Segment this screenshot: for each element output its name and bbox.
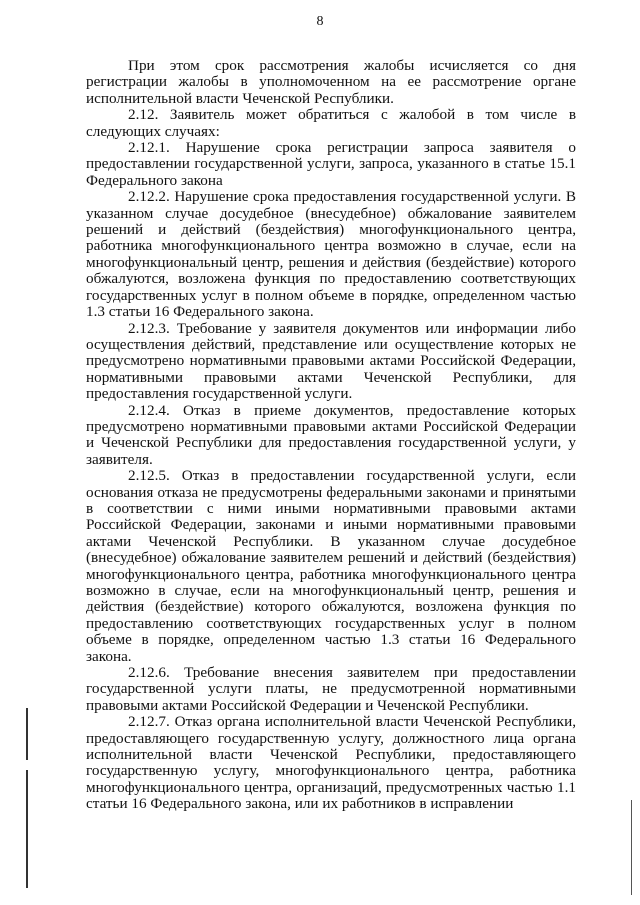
page-number: 8 <box>316 14 324 29</box>
paragraph-2-12-2: 2.12.2. Нарушение срока предоставления государственной услуги. В указанном случае досудебное (внесудебное) обжалование заявителем решений и действий (бездействия) многофункционального центра, работника многофункционального центра возможно в случае, если на многофункциональный центр, решения и действия (бездействие) которого обжалуются, возложена функция по предоставлению соответствующих государственных услуг в полном объеме в порядке, определенном частью 1.3 статьи 16 Федерального закона. <box>86 188 576 321</box>
scan-edge-mark <box>631 800 632 895</box>
paragraph-2-12-6: 2.12.6. Требование внесения заявителем при предоставлении государственной услуги платы, не предусмотренной нормативными правовыми актами Российской Федерации и Чеченской Республики. <box>86 664 576 714</box>
scan-edge-mark <box>26 708 28 760</box>
paragraph-2-12-7: 2.12.7. Отказ органа исполнительной власти Чеченской Республики, предоставляющего государственную услугу, должностного лица органа исполнительной власти Чеченской Республики, предоставляющего государственную услугу, многофункционального центра, работника многофункционального центра, организаций, предусмотренных частью 1.1 статьи 16 Федерального закона, или их работников в исправлении <box>86 713 576 813</box>
paragraph-2-12-1: 2.12.1. Нарушение срока регистрации запроса заявителя о предоставлении государственной услуги, запроса, указанного в статье 15.1 Федерального закона <box>86 139 576 189</box>
paragraph-complaint-term: При этом срок рассмотрения жалобы исчисляется со дня регистрации жалобы в уполномоченном на ее рассмотрение органе исполнительной власти Чеченской Республики. <box>86 57 576 107</box>
paragraph-2-12-5: 2.12.5. Отказ в предоставлении государственной услуги, если основания отказа не предусмотрены федеральными законами и принятыми в соответствии с ними иными нормативными правовыми актами Российской Федерации, законами и иными нормативными правовыми актами Чеченской Республики. В указанном случае досудебное (внесудебное) обжалование заявителем решений и действий (бездействия) многофункционального центра, работника многофункционального центра возможно в случае, если на многофункциональный центр, решения и действия (бездействие) которого обжалуются, возложена функция по предоставлению соответствующих государственных услуг в полном объеме в порядке, определенном частью 1.3 статьи 16 Федерального закона. <box>86 467 576 665</box>
paragraph-2-12-3: 2.12.3. Требование у заявителя документов или информации либо осуществления действий, представление или осуществление которых не предусмотрено нормативными правовыми актами Российской Федерации, нормативными правовыми актами Чеченской Республики, для предоставления государственной услуги. <box>86 319 576 403</box>
paragraph-2-12-4: 2.12.4. Отказ в приеме документов, предоставление которых предусмотрено нормативными правовыми актами Российской Федерации и Чеченской Республики для предоставления государственной услуги, у заявителя. <box>86 401 576 468</box>
paragraph-2-12: 2.12. Заявитель может обратиться с жалобой в том числе в следующих случаях: <box>86 106 576 140</box>
document-body <box>86 58 576 813</box>
scan-edge-mark <box>26 770 28 888</box>
